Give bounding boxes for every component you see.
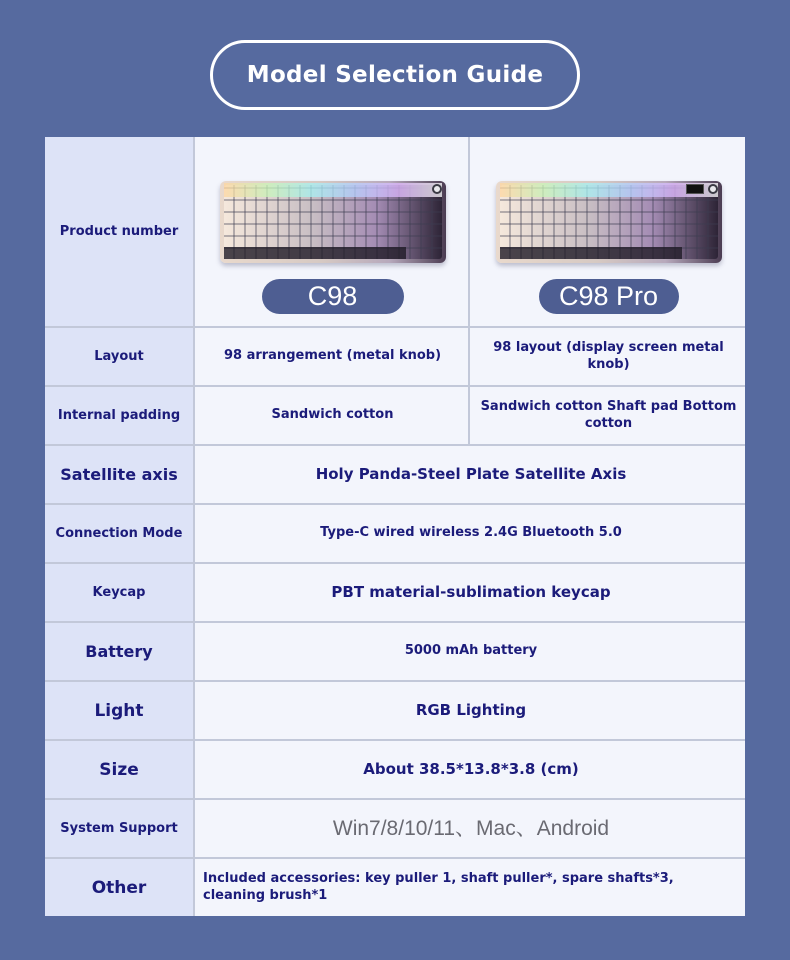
- row-label-connection-mode: Connection Mode: [45, 505, 195, 562]
- model-name-c98: C98: [262, 279, 404, 314]
- row-label-light: Light: [45, 682, 195, 739]
- table-row-size: [45, 741, 745, 800]
- table-row-connection-mode: [45, 505, 745, 564]
- row-label-battery: Battery: [45, 623, 195, 680]
- row-label-other: Other: [45, 859, 195, 916]
- table-row-layout: [45, 328, 745, 387]
- row-label-layout: Layout: [45, 328, 195, 385]
- table-row-internal-padding: [45, 387, 745, 446]
- layout-c98: 98 arrangement (metal knob): [197, 328, 470, 385]
- knob-icon: [708, 184, 718, 194]
- table-row-satellite-axis: [45, 446, 745, 505]
- internal-padding-c98-pro: Sandwich cotton Shaft pad Bottom cotton: [480, 398, 737, 431]
- row-label-size: Size: [45, 741, 195, 798]
- table-row-product: [45, 137, 745, 328]
- row-label-internal-padding: Internal padding: [45, 387, 195, 444]
- model-name-c98-pro: C98 Pro: [539, 279, 679, 314]
- keycap-value: PBT material-sublimation keycap: [331, 582, 611, 601]
- battery-value: 5000 mAh battery: [404, 643, 538, 659]
- table-row-keycap: [45, 564, 745, 623]
- keyboard-image: [220, 181, 446, 263]
- product-c98: [197, 137, 470, 326]
- table-row-light: [45, 682, 745, 741]
- display-screen-icon: [686, 184, 704, 194]
- knob-icon: [432, 184, 442, 194]
- size-value: About 38.5*13.8*3.8 (cm): [363, 759, 579, 778]
- other-value: Included accessories: key puller 1, shaft puller*, spare shafts*3, cleaning brush*1: [203, 870, 674, 903]
- light-value: RGB Lighting: [415, 700, 527, 719]
- row-label-satellite-axis: Satellite axis: [45, 446, 195, 503]
- internal-padding-c98: Sandwich cotton: [197, 387, 470, 444]
- satellite-axis-value: Holy Panda-Steel Plate Satellite Axis: [315, 464, 627, 483]
- table-row-other: [45, 859, 745, 916]
- page-title: Model Selection Guide: [210, 40, 580, 110]
- table-row-system-support: [45, 800, 745, 859]
- comparison-table: [45, 137, 745, 916]
- row-label-system-support: System Support: [45, 800, 195, 857]
- row-label-product-number: Product number: [45, 137, 195, 326]
- row-label-keycap: Keycap: [45, 564, 195, 621]
- system-support-value: Win7/8/10/11、Mac、Android: [332, 816, 610, 840]
- table-row-battery: [45, 623, 745, 682]
- keyboard-with-screen-image: [496, 181, 722, 263]
- layout-c98-pro: 98 layout (display screen metal knob): [493, 339, 724, 372]
- product-c98-pro: [472, 137, 745, 326]
- connection-mode-value: Type-C wired wireless 2.4G Bluetooth 5.0: [320, 525, 622, 541]
